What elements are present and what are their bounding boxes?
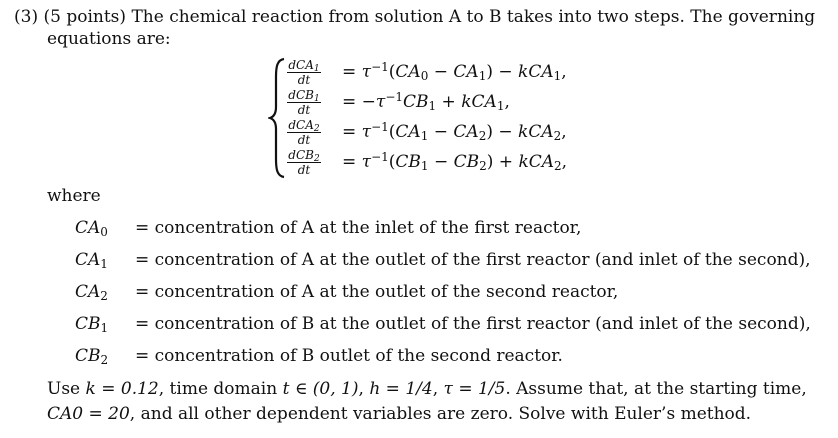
equation-row-4 xyxy=(282,147,568,177)
equation-rhs-4: = $\tau^{-1}(CB_1 - CB_2) + kCA_2$, xyxy=(342,150,568,173)
equation-rhs-1: = $\tau^{-1}(CA_0 - CA_1) - kCA_1$, xyxy=(342,60,567,83)
tau-value: τ = 1/5 xyxy=(443,379,506,399)
definition-ca2: $CA_2$ = concentration of A at the outlet of the second reactor, xyxy=(75,282,619,303)
problem-intro-continued: equations are: xyxy=(47,29,171,49)
problem-points: (5 points) xyxy=(43,7,127,27)
h-value: h = 1/4 xyxy=(369,379,433,399)
definition-ca0: $CA_0$ = concentration of A at the inlet of the first reactor, xyxy=(75,218,582,239)
equation-system xyxy=(268,57,628,179)
problem-statement-line-1 xyxy=(14,6,815,28)
definition-ca1: $CA_1$ = concentration of A at the outlet of the first reactor (and inlet of the second), xyxy=(75,250,811,271)
instructions-line-2: CA0 = 20, and all other dependent variables are zero. Solve with Euler’s method. xyxy=(47,404,752,424)
problem-number: (3) xyxy=(14,7,39,27)
where-label: where xyxy=(47,186,101,206)
problem-intro: The chemical reaction from solution A to B takes into two steps. The governing xyxy=(131,7,816,27)
equation-row-3 xyxy=(282,117,567,147)
derivative-dca2-dt: $\frac{dCA_2}{dt}$ xyxy=(288,117,320,147)
derivative-dcb1-dt: $\frac{dCB_1}{dt}$ xyxy=(288,87,320,117)
instructions-line-1: Use k = 0.12, time domain t ∈ (0, 1), h = 1/4, τ = 1/5. Assume that, at the starting time, xyxy=(47,379,807,399)
ca0-initial-value: CA0 = 20 xyxy=(47,404,130,424)
equation-rhs-3: = $\tau^{-1}(CA_1 - CA_2) - kCA_2$, xyxy=(342,120,567,143)
derivative-dcb2-dt: $\frac{dCB_2}{dt}$ xyxy=(288,147,320,177)
equation-row-2 xyxy=(282,87,510,117)
definition-cb2: $CB_2$ = concentration of B outlet of the second reactor. xyxy=(75,346,563,367)
equation-rhs-2: = $-\tau^{-1}CB_1 + kCA_1$, xyxy=(342,90,510,113)
derivative-dca1-dt: $\frac{dCA_1}{dt}$ xyxy=(288,57,320,87)
equation-row-1 xyxy=(282,57,567,87)
definition-cb1: $CB_1$ = concentration of B at the outlet of the first reactor (and inlet of the second), xyxy=(75,314,811,335)
problem-statement-line-2 xyxy=(47,28,171,50)
time-domain: t ∈ (0, 1) xyxy=(282,379,359,399)
k-value: k = 0.12 xyxy=(85,379,159,399)
